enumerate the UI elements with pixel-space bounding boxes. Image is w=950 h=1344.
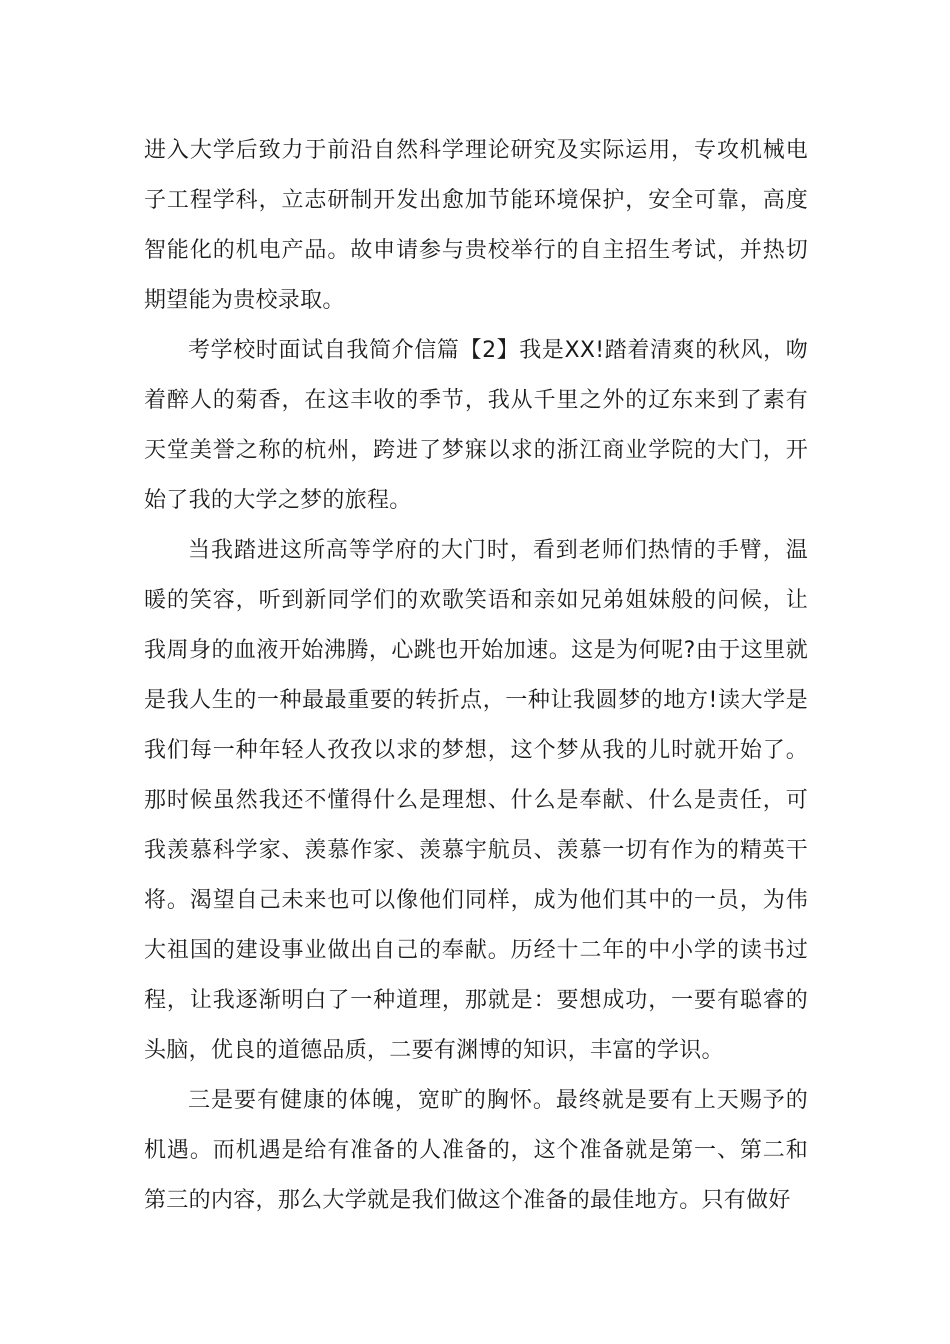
paragraph-3: 当我踏进这所高等学府的大门时，看到老师们热情的手臂，温暖的笑容，听到新同学们的欢歌笑语和亲如兄弟姐妹般的问候，让我周身的血液开始沸腾，心跳也开始加速。这是为何呢?由于这里就是我人生的一种最最重要的转折点，一种让我圆梦的地方!读大学是我们每一种年轻人孜孜以求的梦想，这个梦从我的儿时就开始了。那时候虽然我还不懂得什么是理想、什么是奉献、什么是责任，可我羡慕科学家、羡慕作家、羡慕宇航员、羡慕一切有作为的精英干将。渴望自己未来也可以像他们同样，成为他们其中的一员，为伟大祖国的建设事业做出自己的奉献。历经十二年的中小学的读书过程，让我逐渐明白了一种道理，那就是：要想成功，一要有聪睿的头脑，优良的道德品质，二要有渊博的知识，丰富的学识。: [144, 538, 808, 1063]
paragraph-2: 考学校时面试自我简介信篇【2】我是XX!踏着清爽的秋风，吻着醉人的菊香，在这丰收的季节，我从千里之外的辽东来到了素有天堂美誉之称的杭州，跨进了梦寐以求的浙江商业学院的大门，开始了我的大学之梦的旅程。: [144, 338, 808, 513]
paragraph-1: 进入大学后致力于前沿自然科学理论研究及实际运用，专攻机械电子工程学科，立志研制开发出愈加节能环境保护，安全可靠，高度智能化的机电产品。故申请参与贵校举行的自主招生考试，并热切期望能为贵校录取。: [144, 138, 808, 313]
paragraph-4: 三是要有健康的体魄，宽旷的胸怀。最终就是要有上天赐予的机遇。而机遇是给有准备的人准备的，这个准备就是第一、第二和第三的内容，那么大学就是我们做这个准备的最佳地方。只有做好: [144, 1088, 808, 1213]
document-body: [144, 126, 808, 1226]
